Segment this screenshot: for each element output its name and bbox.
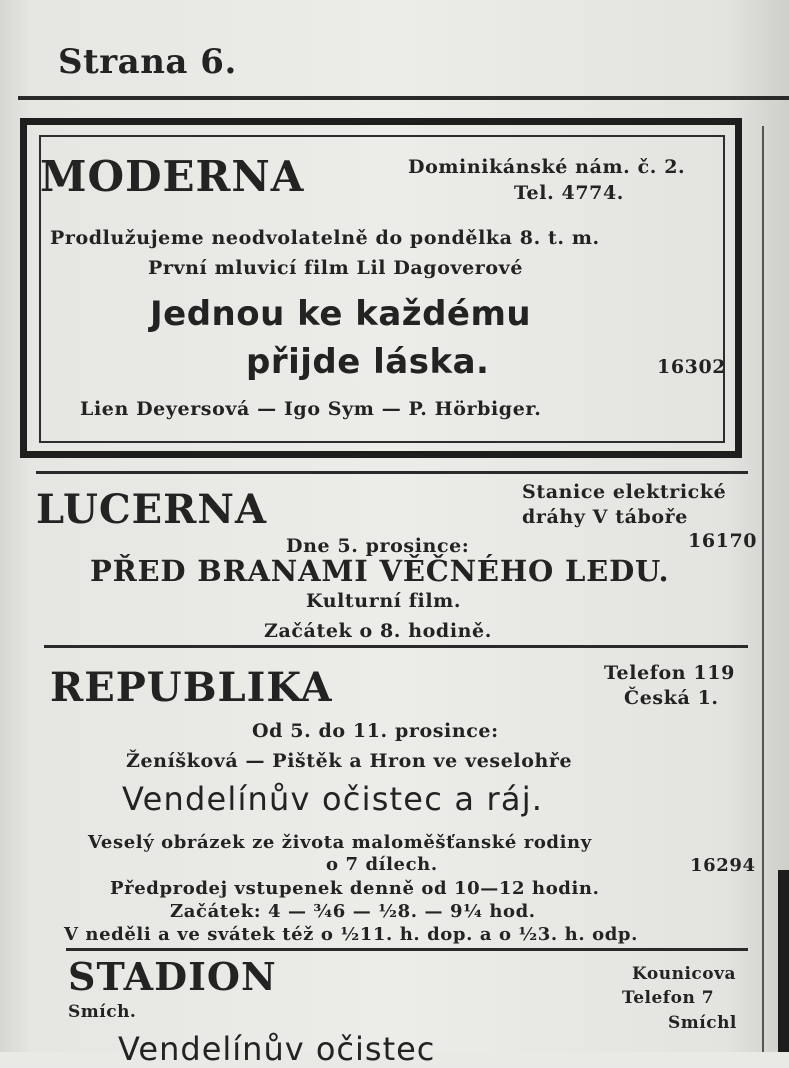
stadion-street: Kounicova: [632, 964, 737, 984]
page-number: Strana 6.: [58, 42, 237, 82]
column-rule: [762, 126, 764, 1052]
republika-address: Česká 1.: [624, 687, 719, 709]
republika-name: REPUBLIKA: [50, 664, 333, 711]
adjacent-page-edge: [778, 870, 789, 1052]
lucerna-location-line1: Stanice elektrické: [522, 481, 727, 503]
stadion-district-right: Smíchl: [668, 1013, 737, 1033]
lucerna-ref-number: 16170: [688, 530, 758, 552]
lucerna-top-rule: [36, 471, 748, 474]
header-rule: [18, 96, 789, 100]
stadion-district: Smích.: [68, 1002, 137, 1022]
stadion-title-partial: Vendelínův očistec: [118, 1030, 436, 1068]
lucerna-location-line2: dráhy V táboře: [522, 506, 688, 528]
republika-description-line1: Veselý obrázek ze života maloměšťanské rodiny: [88, 832, 592, 853]
lucerna-start: Začátek o 8. hodině.: [264, 620, 492, 642]
republika-title: Vendelínův očistec a ráj.: [122, 780, 544, 818]
moderna-title-line2: přijde láska.: [246, 342, 490, 382]
stadion-phone: Telefon 7: [622, 988, 715, 1008]
republika-holidays: V neděli a ve svátek též o ½11. h. dop. a o ½3. h. odp.: [64, 924, 638, 945]
republika-ref-number: 16294: [690, 855, 756, 876]
stadion-top-rule: [66, 948, 748, 951]
republika-top-rule: [44, 645, 748, 648]
republika-cast: Ženíšková — Pištěk a Hron ve veselohře: [126, 750, 573, 772]
moderna-run-notice: Prodlužujeme neodvolatelně do pondělka 8. t. m.: [50, 227, 600, 249]
republika-description-line2: o 7 dílech.: [326, 854, 438, 875]
republika-dates: Od 5. do 11. prosince:: [252, 720, 499, 742]
lucerna-name: LUCERNA: [36, 486, 267, 533]
republika-showtimes: Začátek: 4 — ¾6 — ½8. — 9¼ hod.: [170, 901, 536, 922]
moderna-film-intro: První mluvicí film Lil Dagoverové: [148, 257, 524, 279]
moderna-address: Dominikánské nám. č. 2.: [408, 156, 686, 178]
lucerna-genre: Kulturní film.: [306, 590, 462, 612]
lucerna-title: PŘED BRANAMI VĚČNÉHO LEDU.: [90, 554, 670, 588]
moderna-cast: Lien Deyersová — Igo Sym — P. Hörbiger.: [80, 398, 542, 420]
stadion-name: STADION: [68, 954, 277, 999]
moderna-name: MODERNA: [40, 152, 305, 201]
lucerna-date: Dne 5. prosince:: [286, 535, 470, 557]
moderna-phone: Tel. 4774.: [514, 182, 624, 204]
moderna-ref-number: 16302: [657, 356, 727, 378]
moderna-title-line1: Jednou ke každému: [150, 294, 532, 334]
republika-presale: Předprodej vstupenek denně od 10—12 hodin.: [110, 878, 600, 899]
republika-phone: Telefon 119: [604, 662, 735, 684]
